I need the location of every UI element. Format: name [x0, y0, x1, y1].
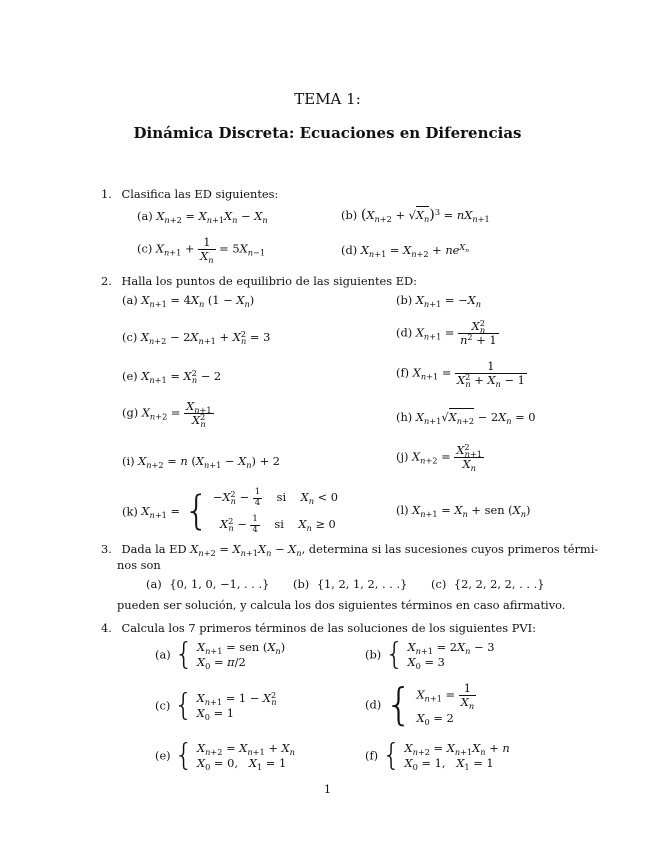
problem-2d: (d) $X_{n+1}$ = $\frac{X^2_n}{n^2 + 1}$ [396, 317, 497, 348]
problem-4d: (d) { $X_{n+1}$ = $\frac{1}{X_n}$ $X_0 = 2$ [365, 679, 475, 730]
problem-2l: (l) $X_{n+1} = X_n$ + sen $(X_n)$ [396, 503, 531, 519]
item-label: (a) [146, 577, 162, 591]
problem-2a: (a) $X_{n+1} = 4X_n$ $(1 - X_n)$ [122, 293, 255, 309]
problem-2c: (c) $X_{n+2} - 2X_{n+1} + X^2_n = 3$ [122, 328, 271, 346]
problem-1a: (a) $X_{n+2} = X_{n+1}X_n - X_n$ [137, 209, 268, 225]
sequence-a: {0, 1, 0, −1, . . .} [169, 577, 270, 591]
problem-number: 3. [101, 542, 112, 556]
problem-4a: (a) { $X_{n+1}$ = sen $(X_n)$ $X_0 = \pi/2$ [155, 637, 286, 672]
sequence-c: {2, 2, 2, 2, . . .} [453, 577, 545, 591]
page-number: 1 [323, 782, 332, 796]
item-label: (a) [122, 293, 138, 307]
item-label: (e) [122, 369, 138, 383]
item-label: (b) [365, 647, 382, 662]
problem-text: , determina si las sucesiones cuyos primeros térmi- [301, 542, 599, 556]
problem-number: 1. [101, 187, 112, 201]
item-label: (f) [365, 748, 379, 763]
problem-4c: (c) { $X_{n+1} = 1 - X^2_n$ $X_0 = 1$ [155, 688, 277, 723]
item-label: (k) [122, 504, 138, 519]
problem-2e: (e) $X_{n+1} = X^2_n - 2$ [122, 367, 222, 385]
page-title: TEMA 1: [294, 90, 361, 108]
problem-number: 4. [101, 621, 112, 635]
problem-4f: (f) { $X_{n+2} = X_{n+1}X_n + n$ $X_0 = 1$, $X_1 = 1$ [365, 738, 510, 773]
item-label: (f) [396, 365, 410, 380]
item-label: (c) [155, 698, 171, 713]
sequence-b: {1, 2, 1, 2, . . .} [316, 577, 408, 591]
item-label: (h) [396, 410, 413, 424]
item-label: (a) [137, 209, 153, 223]
problem-4-heading [101, 621, 536, 635]
problem-2-heading [101, 274, 417, 288]
problem-text: Halla los puntos de equilibrio de las siguientes ED: [121, 274, 418, 288]
problem-1d: (d) $X_{n+1} = X_{n+2} + ne^{X_n}$ [341, 241, 470, 259]
problem-2k: (k) $X_{n+1}$ = { $-X^2_n$ − $\frac{1}{4}$ si $X_n < 0$ $X^2_n$ − $\frac{1}{4}$ si $X_n \ge 0$ [122, 486, 339, 535]
item-label: (b) [396, 293, 413, 307]
item-label: (c) [431, 577, 447, 591]
item-label: (c) [137, 241, 153, 256]
item-label: (b) [293, 577, 310, 591]
problem-number: 2. [101, 274, 112, 288]
item-label: (d) [396, 325, 413, 340]
page-subtitle: Dinámica Discreta: Ecuaciones en Diferencias [133, 124, 522, 142]
problem-3-continuation: nos son [117, 558, 161, 572]
problem-3a [146, 577, 269, 591]
item-label: (d) [365, 697, 382, 712]
item-label: (e) [155, 748, 171, 763]
problem-2g: (g) $X_{n+2}$ = $\frac{X_{n+1}}{X^2_n}$ [122, 399, 212, 429]
problem-3b [293, 577, 407, 591]
problem-3c [431, 577, 544, 591]
problem-2f: (f) $X_{n+1}$ = $\frac{1}{X^2_n + X_n - 1}$ [396, 359, 525, 389]
problem-1-heading [101, 187, 278, 201]
problem-2j: (j) $X_{n+2}$ = $\frac{X^2_{n+1}}{X_n}$ [396, 441, 482, 473]
item-label: (l) [396, 503, 409, 517]
problem-2b: (b) $X_{n+1} = -X_n$ [396, 293, 482, 309]
problem-text: Clasifica las ED siguientes: [121, 187, 279, 201]
problem-2i: (i) $X_{n+2} = n$ $(X_{n+1} - X_n) + 2$ [122, 454, 280, 470]
item-label: (a) [155, 647, 171, 662]
item-label: (i) [122, 454, 135, 468]
problem-1c: (c) $X_{n+1}$ + $\frac{1}{X_n}$ = $5X_{n-1}$ [137, 235, 266, 265]
word-sen: sen [239, 639, 260, 654]
item-label: (c) [122, 330, 138, 344]
problem-text: Dada la ED [121, 542, 191, 556]
problem-4b: (b) { $X_{n+1} = 2X_n - 3$ $X_0 = 3$ [365, 637, 495, 672]
word-sen: sen [484, 503, 505, 517]
problem-3-heading: 3. Dada la ED $X_{n+2} = X_{n+1}X_n - X_n$, determina si las sucesiones cuyos primeros térmi- [101, 542, 599, 558]
problem-1b: (b) $(X_{n+2} + √X_n)^3 = nX_{n+1}$ [341, 206, 490, 224]
problem-text: Calcula los 7 primeros términos de las soluciones de los siguientes PVI: [121, 621, 536, 635]
problem-4e: (e) { $X_{n+2} = X_{n+1} + X_n$ $X_0 = 0$, $X_1 = 1$ [155, 738, 295, 773]
word-si: si [274, 517, 284, 532]
item-label: (d) [341, 243, 358, 257]
problem-3-closing: pueden ser solución, y calcula los dos siguientes términos en caso afirmativo. [117, 598, 566, 612]
item-label: (g) [122, 405, 139, 420]
problem-2h: (h) $X_{n+1}√X_{n+2} - 2X_n = 0$ [396, 410, 536, 426]
item-label: (b) [341, 208, 358, 222]
item-label: (j) [396, 449, 409, 464]
word-si: si [276, 490, 287, 504]
